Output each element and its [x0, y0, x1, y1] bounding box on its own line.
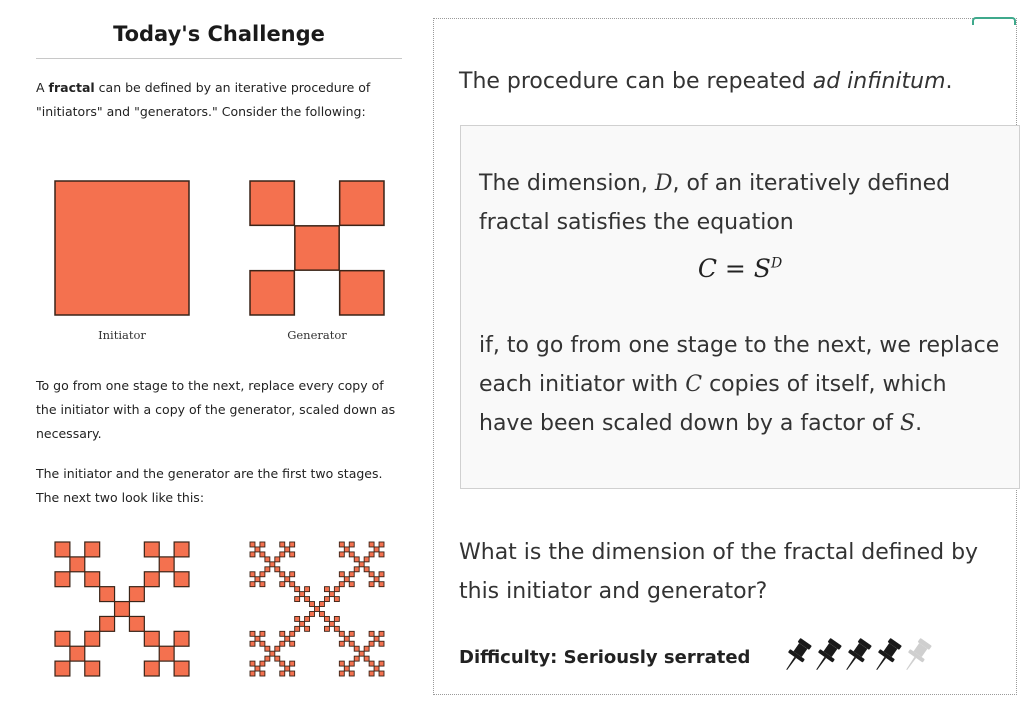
- replacement-paragraph: [479, 326, 1004, 443]
- equation-exponent: D: [770, 255, 783, 272]
- fractal-cell: [280, 631, 285, 636]
- fractal-cell: [349, 631, 354, 636]
- fractal-cell: [70, 646, 85, 661]
- fractal-cell: [379, 661, 384, 666]
- def-text-1: The dimension,: [479, 171, 655, 196]
- pushpin-icon: [872, 637, 902, 681]
- fractal-cell: [250, 671, 255, 676]
- equation-base: C = S: [697, 254, 771, 283]
- fractal-cell: [364, 567, 369, 572]
- fractal-cell: [280, 582, 285, 587]
- fractal-cell: [374, 666, 379, 671]
- fractal-cell: [379, 641, 384, 646]
- fractal-cell: [364, 646, 369, 651]
- var-c: C: [685, 372, 703, 397]
- fractal-cell: [339, 661, 344, 666]
- fractal-cell: [270, 651, 275, 656]
- challenge-title: Today's Challenge: [113, 22, 325, 46]
- fractal-cell: [374, 547, 379, 552]
- fractal-cell: [260, 552, 265, 557]
- fractal-cell: [250, 661, 255, 666]
- fractal-cell: [260, 572, 265, 577]
- fractal-cell: [275, 567, 280, 572]
- fractal-cell: [285, 666, 290, 671]
- pushpin-icon: [842, 637, 872, 681]
- fractal-cell: [290, 582, 295, 587]
- fractal-cell: [270, 562, 275, 567]
- fractal-cell: [280, 661, 285, 666]
- fractal-cell: [174, 542, 189, 557]
- fractal-cell: [255, 577, 260, 582]
- fractal-cell: [144, 572, 159, 587]
- fractal-cell: [144, 661, 159, 676]
- repeat-text-italic: ad infinitum: [812, 69, 946, 94]
- fractal-cell: [349, 641, 354, 646]
- fractal-cell: [250, 572, 255, 577]
- fractal-cell: [250, 631, 255, 636]
- fractal-cell: [260, 631, 265, 636]
- var-s: S: [900, 411, 916, 436]
- generator-caption: Generator: [287, 328, 347, 342]
- fractal-cell: [354, 567, 359, 572]
- fractal-cell: [129, 616, 144, 631]
- fractal-cell: [349, 542, 354, 547]
- stage-three-figure: [54, 541, 190, 677]
- fractal-cell: [369, 582, 374, 587]
- var-d: D: [654, 171, 673, 196]
- stage-four-figure: [249, 541, 385, 677]
- fractal-cell: [339, 631, 344, 636]
- fractal-cell: [250, 542, 255, 547]
- pushpin-icon: [812, 637, 842, 681]
- fractal-cell: [349, 572, 354, 577]
- fractal-cell: [280, 641, 285, 646]
- fractal-cell: [174, 631, 189, 646]
- fractal-cell: [379, 542, 384, 547]
- question-text: What is the dimension of the fractal defined by this initiator and generator?: [459, 540, 979, 604]
- fractal-cell: [295, 587, 300, 592]
- fractal-cell: [310, 602, 315, 607]
- fractal-cell: [100, 587, 115, 602]
- fractal-cell: [55, 572, 70, 587]
- fractal-cell: [250, 552, 255, 557]
- fractal-cell: [349, 552, 354, 557]
- fractal-cell: [310, 611, 315, 616]
- fractal-cell: [265, 557, 270, 562]
- fractal-cell: [275, 557, 280, 562]
- fractal-cell: [285, 577, 290, 582]
- fractal-cell: [305, 616, 310, 621]
- fractal-cell: [369, 631, 374, 636]
- fractal-cell: [344, 577, 349, 582]
- def-text-2: , of an iteratively defined fractal satisfies the equation: [479, 171, 951, 235]
- fractal-cell: [369, 641, 374, 646]
- fractal-cell: [174, 661, 189, 676]
- generator-figure: [249, 180, 385, 316]
- fractal-cell: [159, 557, 174, 572]
- fractal-cell: [349, 661, 354, 666]
- initiator-figure: [54, 180, 190, 316]
- fractal-cell: [324, 626, 329, 631]
- fractal-cell: [334, 626, 339, 631]
- stage-paragraph: To go from one stage to the next, replace every copy of the initiator with a copy of the generator, scaled down as necessary.: [36, 378, 396, 441]
- fractal-cell: [85, 572, 100, 587]
- fractal-cell: [329, 621, 334, 626]
- fractal-cell: [354, 656, 359, 661]
- difficulty-label: Difficulty: Seriously serrated: [459, 647, 751, 668]
- fractal-cell: [379, 631, 384, 636]
- fractal-cell: [319, 602, 324, 607]
- fractal-cell: [280, 671, 285, 676]
- fractal-cell: [379, 671, 384, 676]
- fractal-cell: [364, 557, 369, 562]
- fractal-cell: [260, 542, 265, 547]
- intro-paragraph: [36, 76, 406, 124]
- panel-tab[interactable]: [972, 17, 1016, 25]
- definition-paragraph: [479, 164, 1004, 242]
- fractal-cell: [290, 552, 295, 557]
- fractal-cell: [344, 547, 349, 552]
- fractal-cell: [280, 542, 285, 547]
- fractal-cell: [354, 557, 359, 562]
- fractal-cell: [85, 631, 100, 646]
- fractal-cell: [260, 661, 265, 666]
- fractal-cell: [144, 542, 159, 557]
- intro-text-pre: A: [36, 80, 49, 95]
- fractal-cell: [70, 557, 85, 572]
- fractal-cell: [300, 592, 305, 597]
- fractal-cell: [55, 631, 70, 646]
- fractal-cell: [334, 587, 339, 592]
- fractal-cell: [250, 641, 255, 646]
- definition-panel: [433, 18, 1017, 695]
- repeat-statement: [459, 69, 953, 94]
- fractal-cell: [349, 671, 354, 676]
- def-text-3: if, to go from one stage to the next, we replace each initiator with: [479, 333, 1000, 397]
- fractal-cell: [315, 607, 320, 612]
- fractal-cell: [374, 577, 379, 582]
- fractal-cell: [100, 616, 115, 631]
- fractal-cell: [319, 611, 324, 616]
- fractal-cell: [290, 542, 295, 547]
- fractal-cell: [265, 567, 270, 572]
- fractal-cell: [174, 572, 189, 587]
- intro-text-post: can be defined by an iterative procedure of "initiators" and "generators." Consider the following:: [36, 80, 371, 119]
- fractal-cell: [379, 572, 384, 577]
- fractal-cell: [290, 572, 295, 577]
- fractal-cell: [255, 636, 260, 641]
- fractal-cell: [144, 631, 159, 646]
- fractal-cell: [275, 656, 280, 661]
- fractal-cell: [285, 547, 290, 552]
- repeat-text-pre: The procedure can be repeated: [459, 69, 813, 94]
- fractal-cell: [339, 552, 344, 557]
- fractal-cell: [300, 621, 305, 626]
- fractal-cell: [260, 641, 265, 646]
- fractal-cell: [290, 631, 295, 636]
- fractal-cell: [290, 641, 295, 646]
- fractal-cell: [344, 666, 349, 671]
- fractal-cell: [250, 582, 255, 587]
- fractal-cell: [324, 587, 329, 592]
- fractal-cell: [369, 542, 374, 547]
- fractal-cell: [369, 552, 374, 557]
- fractal-cell: [339, 641, 344, 646]
- pushpin-icon: [782, 637, 812, 681]
- fractal-cell: [260, 582, 265, 587]
- fractal-cell: [285, 636, 290, 641]
- initiator-square: [55, 181, 189, 315]
- repeat-text-post: .: [945, 69, 953, 94]
- fractal-cell: [305, 597, 310, 602]
- def-text-4: copies of itself, which have been scaled down by a factor of: [479, 372, 947, 436]
- fractal-cell: [115, 602, 130, 617]
- fractal-cell: [55, 661, 70, 676]
- fractal-cell: [255, 547, 260, 552]
- initiator-caption: Initiator: [98, 328, 146, 342]
- dimension-equation: [461, 254, 1019, 283]
- fractal-cell: [339, 582, 344, 587]
- fractal-cell: [334, 616, 339, 621]
- fractal-cell: [280, 572, 285, 577]
- fractal-cell: [265, 656, 270, 661]
- definition-box: [460, 125, 1020, 489]
- fractal-cell: [255, 666, 260, 671]
- fractal-cell: [159, 646, 174, 661]
- next-stages-paragraph: The initiator and the generator are the first two stages. The next two look like this:: [36, 466, 383, 505]
- pushpin-icon: [902, 637, 932, 681]
- fractal-cell: [260, 671, 265, 676]
- fractal-cell: [339, 671, 344, 676]
- fractal-cell: [339, 572, 344, 577]
- fractal-cell: [359, 562, 364, 567]
- fractal-cell: [374, 636, 379, 641]
- fractal-cell: [85, 661, 100, 676]
- fractal-cell: [369, 671, 374, 676]
- fractal-cell: [334, 597, 339, 602]
- title-divider: [36, 58, 402, 59]
- fractal-cell: [295, 616, 300, 621]
- fractal-cell: [324, 597, 329, 602]
- fractal-cell: [339, 542, 344, 547]
- fractal-cell: [354, 646, 359, 651]
- fractal-cell: [305, 626, 310, 631]
- fractal-cell: [290, 671, 295, 676]
- fractal-cell: [364, 656, 369, 661]
- fractal-cell: [275, 646, 280, 651]
- fractal-cell: [295, 626, 300, 631]
- fractal-cell: [295, 597, 300, 602]
- def-text-5: .: [915, 411, 923, 436]
- fractal-cell: [379, 552, 384, 557]
- fractal-cell: [129, 587, 144, 602]
- fractal-cell: [359, 651, 364, 656]
- intro-keyword: fractal: [48, 80, 95, 95]
- fractal-cell: [324, 616, 329, 621]
- fractal-cell: [290, 661, 295, 666]
- challenge-panel: [0, 0, 420, 724]
- fractal-cell: [329, 592, 334, 597]
- fractal-cell: [85, 542, 100, 557]
- fractal-cell: [344, 636, 349, 641]
- fractal-cell: [305, 587, 310, 592]
- fractal-cell: [55, 542, 70, 557]
- fractal-cell: [379, 582, 384, 587]
- fractal-cell: [349, 582, 354, 587]
- fractal-cell: [369, 661, 374, 666]
- fractal-cell: [280, 552, 285, 557]
- fractal-cell: [369, 572, 374, 577]
- fractal-cell: [265, 646, 270, 651]
